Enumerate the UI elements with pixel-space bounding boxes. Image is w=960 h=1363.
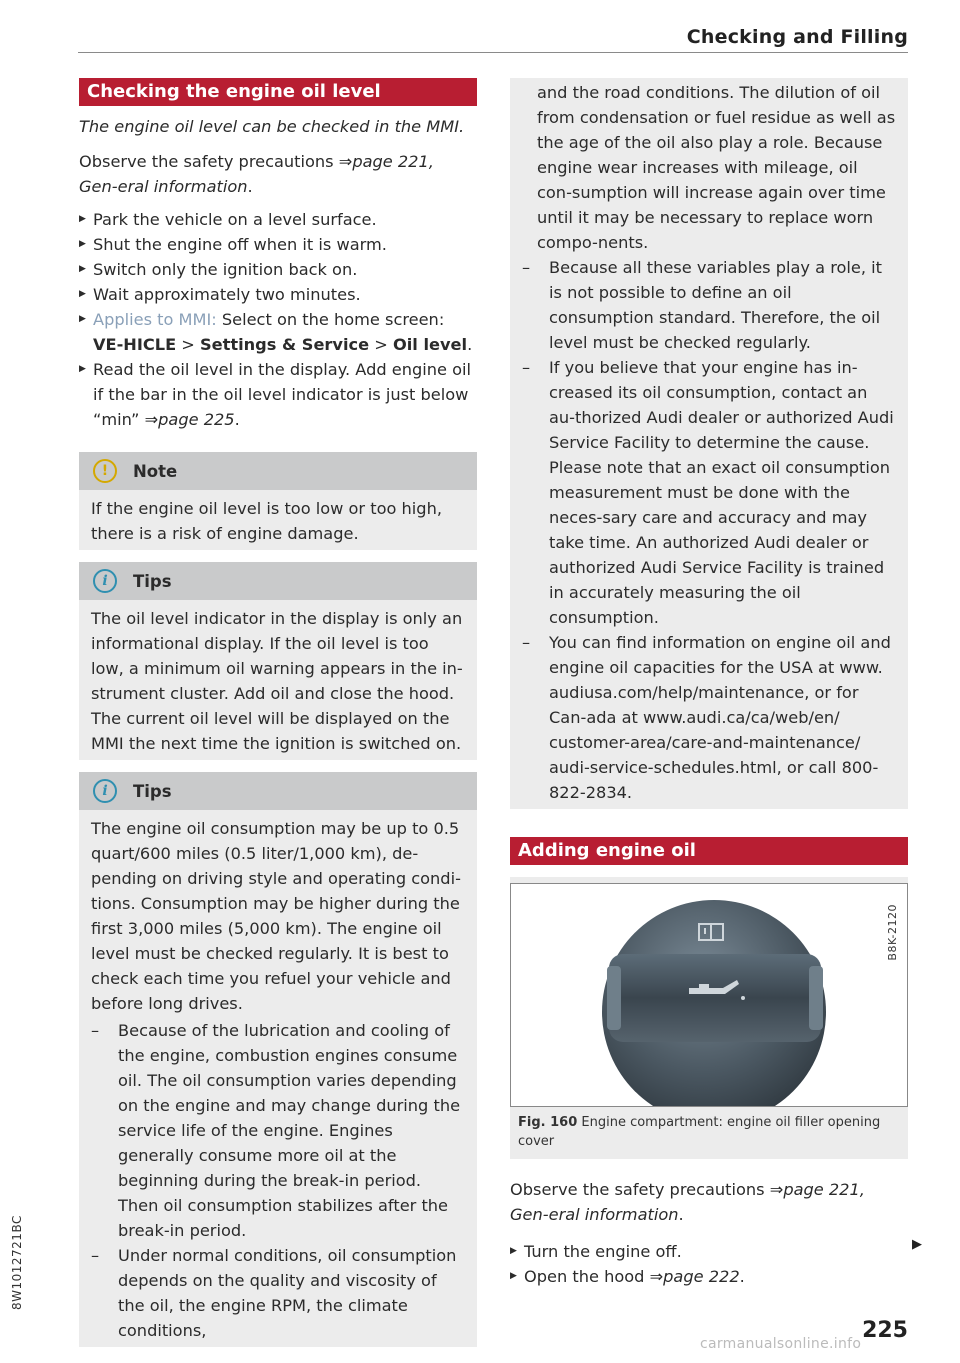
open-hood-end: . — [739, 1267, 745, 1286]
page-header-title: Checking and Filling — [686, 26, 908, 48]
grip-end-left — [607, 966, 621, 1030]
list-item: ▶ Turn the engine off. — [510, 1239, 908, 1264]
safety-text: Observe the safety precautions — [510, 1180, 770, 1199]
right-column — [510, 78, 908, 1289]
tips-text: The engine oil consumption may be up to 0.5 quart/600 miles (0.5 liter/1,000 km), de-pending on driving style and operating condi-tions. Consumption may be higher during the first 3,000 miles (5,000 km). The engine oil level must be checked regularly. It is best to check each time you refuel your vehicle and before long drives. — [91, 819, 461, 1013]
safety-precautions-2 — [510, 1177, 908, 1227]
left-column — [79, 78, 477, 1347]
tips-header — [79, 562, 477, 600]
read-step-text: Read the oil level in the display. Add engine oil if the bar in the oil level indicator is just below “min” — [93, 360, 472, 429]
safety-precautions — [79, 149, 477, 199]
applies-to-mmi-link[interactable]: Applies to MMI: — [93, 310, 217, 329]
safety-page-ref[interactable]: ⇒page 221, Gen-eral information — [79, 152, 434, 196]
menu-path-sep: > — [176, 335, 200, 354]
figure-code: B8K-2120 — [886, 904, 899, 961]
tips-dash-list-continued — [522, 255, 896, 805]
note-label: Note — [133, 461, 178, 481]
page-ref-222[interactable]: ⇒page 222 — [649, 1267, 740, 1286]
menu-path-vehicle: VE-HICLE — [93, 335, 177, 354]
list-item: ▶ Wait approximately two minutes. — [79, 282, 477, 307]
menu-path-settings: Settings & Service — [200, 335, 370, 354]
page-number: 225 — [862, 1318, 908, 1343]
section-intro: The engine oil level can be checked in the MMI. — [79, 117, 465, 136]
list-item: – Because of the lubrication and cooling of the engine, combustion engines consume oil. The oil consumption varies depending on the engine and may change during the service life of the engine. Engines generally consume more oil at the beginning during the break-in period. Then oil consumption stabilizes after the break-in period. — [91, 1018, 465, 1243]
figure-label: Fig. 160 — [518, 1115, 578, 1130]
list-item: – Under normal conditions, oil consumption depends on the quality and viscosity of the oil, the engine RPM, the climate conditions, — [91, 1243, 465, 1343]
list-item: – Because all these variables play a role, it is not possible to define an oil consumption standard. Therefore, the oil level must be checked regularly. — [522, 255, 896, 355]
step-list-adding — [510, 1239, 908, 1289]
note-header — [79, 452, 477, 490]
note-text: If the engine oil level is too low or too high, there is a risk of engine damage. — [91, 499, 442, 543]
cap-grip-bar — [609, 954, 821, 1042]
mmi-step-end: . — [467, 335, 473, 354]
figure-caption — [510, 1107, 908, 1151]
open-hood-text: Open the hood — [524, 1267, 650, 1286]
step-list — [79, 207, 477, 432]
safety-text: Observe the safety precautions — [79, 152, 339, 171]
tips-dash-list — [91, 1018, 465, 1343]
mmi-step-text: Select on the home screen: — [216, 310, 445, 329]
page-ref-225[interactable]: ⇒page 225 — [144, 410, 235, 429]
list-item-read-level — [79, 357, 477, 432]
info-icon: i — [93, 779, 117, 803]
tips-continued-box — [510, 78, 908, 809]
header-divider — [78, 52, 908, 53]
list-item: ▶ Park the vehicle on a level surface. — [79, 207, 477, 232]
menu-path-oil-level: Oil level — [392, 335, 468, 354]
tips-body — [79, 810, 477, 1347]
warning-icon: ! — [93, 459, 117, 483]
list-item: ▶ Shut the engine off when it is warm. — [79, 232, 477, 257]
note-box — [79, 452, 477, 550]
tips-continued-text: and the road conditions. The dilution of oil from condensation or fuel residue as well as the age of the oil also play a role. Because engine wear increases with mileage, oil con-sumption will increase again over time until it may be necessary to replace worn compo-nents. — [537, 83, 896, 252]
document-code: 8W1012721BC — [10, 1215, 24, 1310]
section-heading-check-oil: Checking the engine oil level — [79, 78, 477, 106]
tips-header — [79, 772, 477, 810]
list-item-mmi-step — [79, 307, 477, 357]
tips-box-1 — [79, 562, 477, 760]
figure-image-frame — [510, 883, 908, 1107]
info-icon: i — [93, 569, 117, 593]
tips-box-2 — [79, 772, 477, 1347]
safety-end: . — [678, 1205, 684, 1224]
watermark: carmanualsonline.info — [700, 1336, 862, 1352]
continue-arrow-icon: ▶ — [912, 1237, 922, 1252]
safety-page-ref[interactable]: ⇒page 221, Gen-eral information — [510, 1180, 865, 1224]
read-step-end: . — [234, 410, 240, 429]
section-heading-adding-oil: Adding engine oil — [510, 837, 908, 865]
list-item: ▶ Switch only the ignition back on. — [79, 257, 477, 282]
tips-text: The oil level indicator in the display is only an informational display. If the oil level is too low, a minimum oil warning appears in the in-strument cluster. Add oil and close the hood. The current oil level will be displayed on the MMI the next time the ignition is switched on. — [91, 609, 463, 753]
safety-end: . — [247, 177, 253, 196]
oil-filler-cap-illustration — [511, 884, 907, 1106]
list-item: – If you believe that your engine has in-creased its oil consumption, contact an au-thorized Audi dealer or authorized Audi Service Facility to determine the cause. Please note that an exact oil consumption measurement must be done with the neces-sary care and accuracy and may take time. An authorized Audi dealer or authorized Audi Service Facility is trained in accurately measuring the oil consumption. — [522, 355, 896, 630]
tips-label: Tips — [133, 571, 172, 591]
menu-path-sep: > — [369, 335, 393, 354]
figure-caption-text: Engine compartment: engine oil filler opening cover — [518, 1115, 881, 1149]
list-item-open-hood — [510, 1264, 908, 1289]
list-item: – You can find information on engine oil and engine oil capacities for the USA at www. audiusa.com/help/maintenance, or for Can-ada at www.audi.ca/ca/web/en/ customer-area/care-and-maintenance/ audi-service-schedules.html, or call 800-822-2834. — [522, 630, 896, 805]
tips-label: Tips — [133, 781, 172, 801]
grip-end-right — [809, 966, 823, 1030]
figure-160 — [510, 877, 908, 1159]
